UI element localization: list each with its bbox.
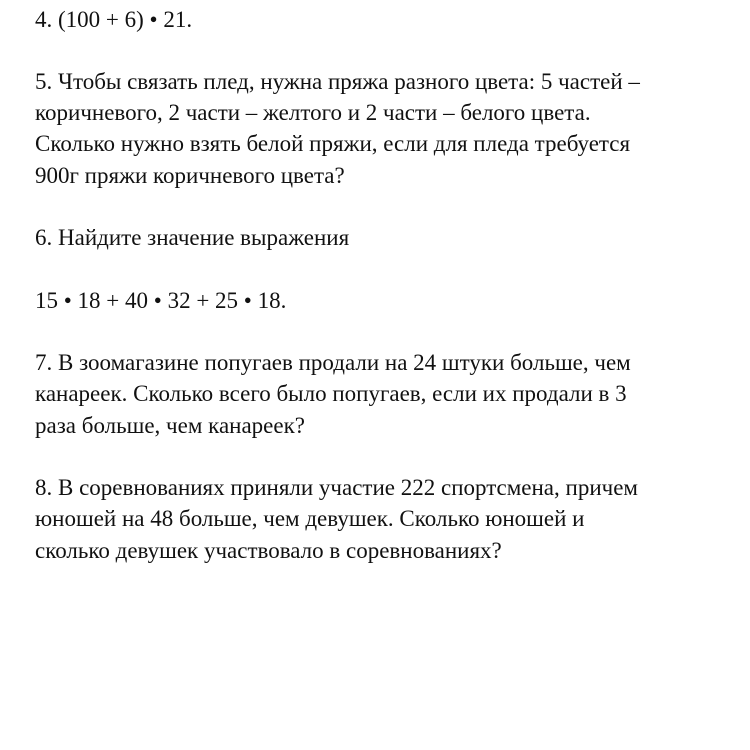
problem-4-line-1: 4. (100 + 6) • 21.: [35, 7, 193, 32]
problem-8-line-3: сколько девушек участвовало в соревнованиях?: [35, 538, 502, 563]
problem-5-line-2: коричневого, 2 части – желтого и 2 части – белого цвета.: [35, 100, 591, 125]
problem-7-line-3: раза больше, чем канареек?: [35, 413, 305, 438]
problem-5-line-4: 900г пряжи коричневого цвета?: [35, 163, 345, 188]
problem-6-expression: 15 • 18 + 40 • 32 + 25 • 18.: [35, 288, 287, 313]
problem-7-line-1: 7. В зоомагазине попугаев продали на 24 штуки больше, чем: [35, 350, 631, 375]
problem-8-line-1: 8. В соревнованиях приняли участие 222 спортсмена, причем: [35, 475, 638, 500]
problem-8-line-2: юношей на 48 больше, чем девушек. Сколько юношей и: [35, 506, 585, 531]
problem-6-line-1: 6. Найдите значение выражения: [35, 225, 350, 250]
problem-7-line-2: канареек. Сколько всего было попугаев, если их продали в 3: [35, 381, 627, 406]
problem-5-line-1: 5. Чтобы связать плед, нужна пряжа разного цвета: 5 частей –: [35, 69, 640, 94]
problem-5-line-3: Сколько нужно взять белой пряжи, если для пледа требуется: [35, 131, 631, 156]
